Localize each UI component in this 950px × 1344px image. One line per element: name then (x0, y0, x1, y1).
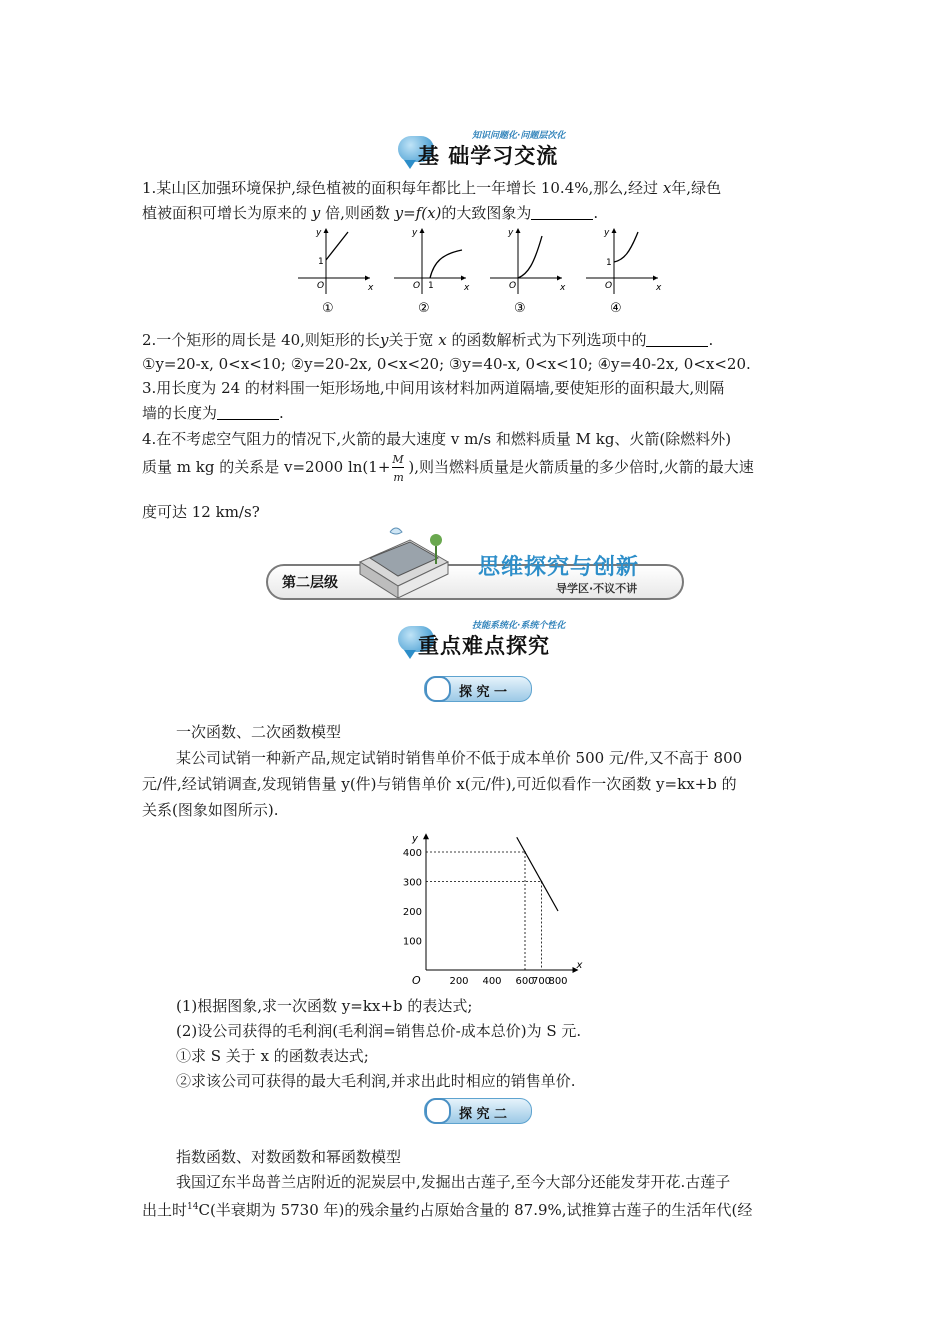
y-axis-label: y (412, 833, 418, 845)
section-banner-basic (398, 128, 568, 172)
q3-text: 墙的长度为 (142, 404, 218, 422)
graph-2-x-label: x (464, 283, 470, 293)
graph-4-label: ④ (610, 301, 622, 316)
section-banner-key (398, 618, 568, 662)
explore1-pill (424, 676, 532, 702)
explore1-heading: 一次函数、二次函数模型 (176, 723, 342, 741)
explore2-p2 (142, 1195, 752, 1222)
q1-graphs (290, 224, 670, 320)
graph-1 (298, 228, 374, 316)
graph-1-origin: O (317, 281, 325, 291)
section-title: 重点难点探究 (418, 634, 550, 658)
y-tick-label: 400 (402, 848, 422, 859)
explore1-p3: 关系(图象如图所示). (142, 801, 279, 819)
y-tick-label: 300 (402, 877, 422, 889)
explore2-text-b: C(半衰期为 5730 年)的残余量约占原始含量的 87.9%,试推算古莲子的生活年代(经 (198, 1201, 753, 1219)
graph-3-label: ③ (514, 301, 526, 316)
x-tick-label: 400 (482, 976, 502, 987)
explore1-sub2: (2)设公司获得的毛利润(毛利润=销售总价-成本总价)为 S 元. (176, 1022, 582, 1040)
q4-line1: 4.在不考虑空气阻力的情况下,火箭的最大速度 v m/s 和燃料质量 M kg、火箭(除燃料外) (142, 430, 732, 448)
graph-1-y-label: y (316, 228, 322, 238)
q2-var-x: x (438, 331, 447, 349)
q1-text-b: 年,绿色 (671, 179, 722, 197)
series-line (517, 837, 558, 911)
graph-4-x-label: x (656, 283, 662, 293)
explore2-pill (424, 1098, 532, 1124)
q2-period: . (708, 331, 714, 349)
explore2-heading: 指数函数、对数函数和幂函数模型 (176, 1148, 402, 1166)
graph-3-origin: O (509, 281, 517, 291)
explore1-p2: 元/件,经试销调查,发现销售量 y(件)与销售单价 x(元/件),可近似看作一次函数 y=kx+b 的 (142, 775, 737, 793)
x-axis-label: x (576, 960, 583, 971)
q3-line1: 3.用长度为 24 的材料围一矩形场地,中间用该材料加两道隔墙,要使矩形的面积最大,则隔 (142, 379, 725, 397)
q1-func: y=f(x) (394, 204, 442, 222)
graph-3-x-label: x (560, 283, 566, 293)
explore1-sub3: ①求 S 关于 x 的函数表达式; (176, 1047, 369, 1065)
q2-var-y: y (379, 331, 389, 349)
origin-label: O (412, 974, 421, 987)
q2-text-a: 2.一个矩形的周长是 40,则矩形的长 (142, 331, 380, 349)
clock-icon (425, 1098, 451, 1124)
graph-1-x-label: x (368, 283, 374, 293)
q3-period: . (279, 404, 284, 422)
q1-var-x: x (662, 179, 672, 197)
q4-frac-num: M (392, 453, 404, 466)
section-caption: 知识问题化·问题层次化 (472, 131, 566, 141)
graph-4 (586, 228, 662, 316)
graph-1-label: ① (322, 301, 334, 316)
explore1-sub1: (1)根据图象,求一次函数 y=kx+b 的表达式; (176, 997, 473, 1015)
sales-chart (390, 822, 590, 988)
graph-2-origin: O (413, 281, 421, 291)
explore2-superscript: 14 (187, 1202, 199, 1212)
q1-text-a: 1.某山区加强环境保护,绿色植被的面积每年都比上一年增长 10.4%,那么,经过 (142, 179, 659, 197)
level2-tag: 第二层级 (282, 575, 338, 591)
level2-subtitle: 导学区·不议不讲 (556, 582, 638, 595)
explore2-text-a: 出土时 (142, 1201, 188, 1219)
q1-line1 (142, 176, 721, 200)
y-tick-label: 100 (402, 936, 422, 948)
graph-2 (394, 228, 470, 316)
q4-fraction (390, 453, 408, 484)
explore1-pill-label: 探 究 一 (459, 685, 508, 700)
speech-bubble-tail (404, 650, 416, 659)
q2-text-b: 关于宽 (388, 331, 434, 349)
q1-text-e: 的大致图象为 (441, 204, 532, 222)
graph-3-y-label: y (508, 228, 514, 238)
level2-title: 思维探究与创新 (478, 555, 640, 580)
explore2-p1: 我国辽东半岛普兰店附近的泥炭层中,发掘出古莲子,至今大部分还能发芽开花.古莲子 (176, 1173, 731, 1191)
x-tick-label: 200 (449, 976, 469, 987)
q4-text-b: ),则当燃料质量是火箭质量的多少倍时,火箭的最大速 (408, 458, 754, 476)
q4-text-a: 质量 m kg 的关系是 v=2000 ln(1+ (142, 458, 391, 476)
graph-3 (490, 228, 566, 316)
section-caption: 技能系统化·系统个性化 (472, 621, 566, 631)
q2-answer-blank[interactable] (646, 330, 708, 347)
explore1-p1: 某公司试销一种新产品,规定试销时销售单价不低于成本单价 500 元/件,又不高于 800 (176, 749, 743, 767)
explore2-pill-label: 探 究 二 (459, 1107, 508, 1122)
q2-text-c: 的函数解析式为下列选项中的 (451, 331, 647, 349)
y-axis-arrow (423, 833, 429, 839)
clock-icon (425, 676, 451, 702)
book-icon (350, 522, 458, 604)
graph-4-y-label: y (604, 228, 610, 238)
q1-line2 (142, 201, 598, 225)
graph-2-y-label: y (412, 228, 418, 238)
q2-options: ①y=20-x, 0<x<10; ②y=20-2x, 0<x<20; ③y=40-x, 0<x<10; ④y=40-2x, 0<x<20. (142, 355, 751, 373)
graph-1-tick-y: 1 (318, 257, 324, 267)
x-tick-label: 800 (548, 976, 568, 987)
q3-line2 (142, 401, 284, 425)
graph-2-tick-x: 1 (428, 281, 434, 291)
section-title: 基 础学习交流 (418, 144, 559, 168)
q1-var-y: y (311, 204, 321, 222)
q1-text-c: 植被面积可增长为原来的 (142, 204, 308, 222)
q1-answer-blank[interactable] (531, 203, 593, 220)
q1-period: . (593, 204, 599, 222)
graph-4-tick-y: 1 (606, 258, 612, 268)
y-tick-label: 200 (402, 907, 422, 918)
q1-text-d: 倍,则函数 (325, 204, 390, 222)
x-tick-label: 600 (515, 976, 535, 987)
q3-answer-blank[interactable] (217, 403, 279, 420)
q4-line2 (142, 453, 754, 484)
level2-banner (266, 522, 686, 604)
graph-4-origin: O (605, 281, 613, 291)
x-tick-label: 700 (531, 976, 552, 987)
q2-line1 (142, 328, 713, 352)
q4-line3: 度可达 12 km/s? (142, 503, 260, 521)
q4-frac-den: m (393, 471, 404, 484)
graph-2-label: ② (418, 301, 430, 316)
speech-bubble-tail (404, 160, 416, 169)
explore1-sub4: ②求该公司可获得的最大毛利润,并求出此时相应的销售单价. (176, 1072, 576, 1090)
